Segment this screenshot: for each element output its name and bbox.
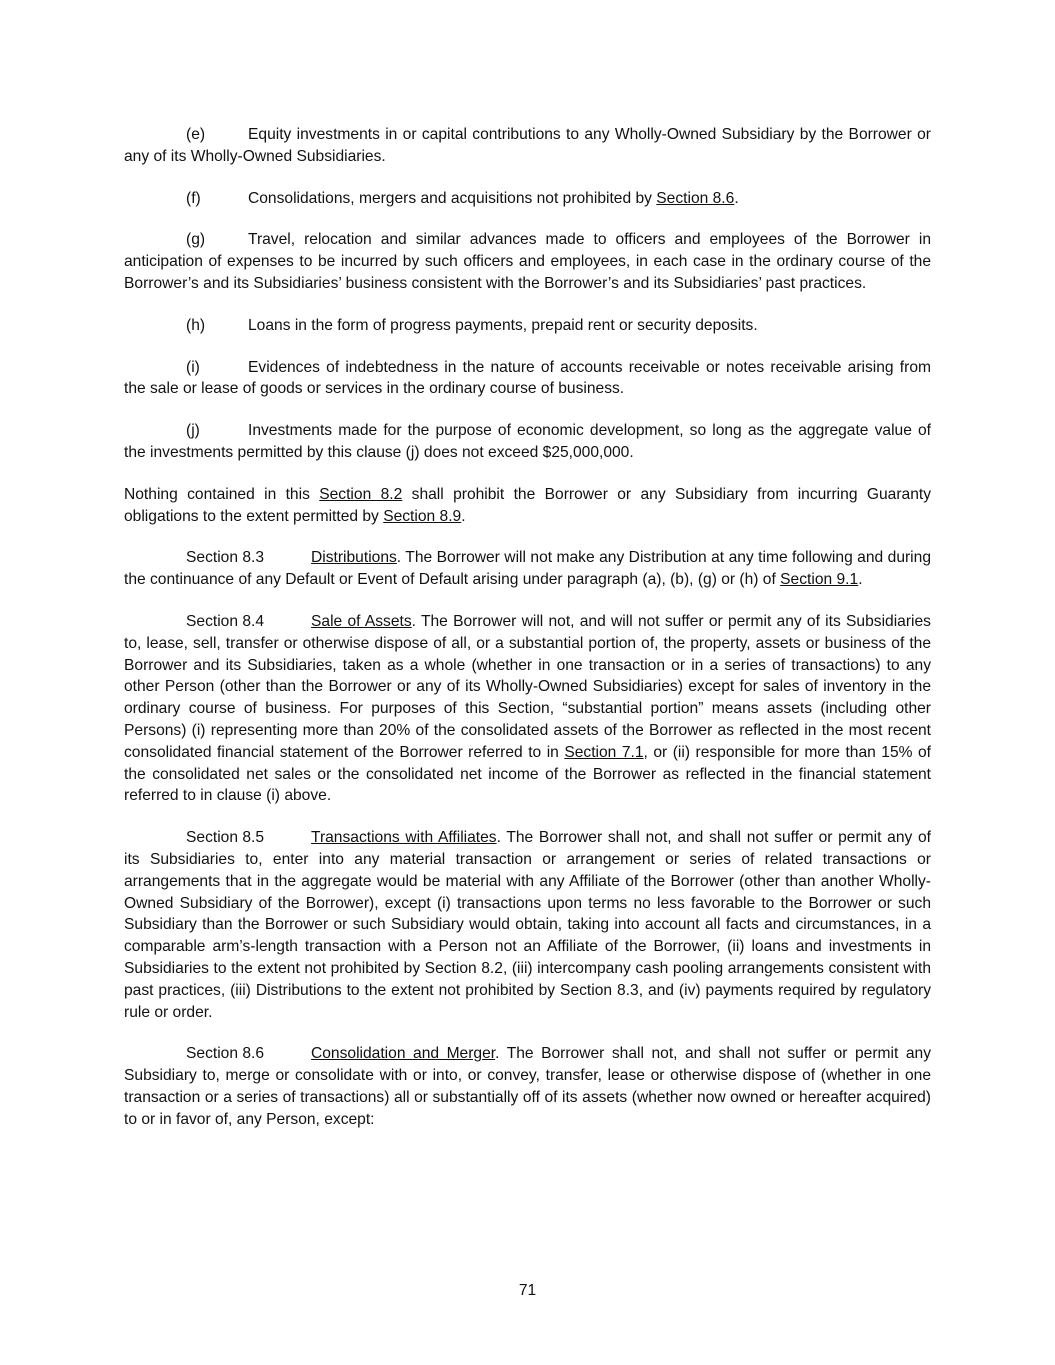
section-number: Section 8.5 — [186, 829, 265, 847]
section-8-6 — [124, 1043, 931, 1130]
clause-text: Equity investments in or capital contributions to any Wholly-Owned Subsidiary by the Borrower or any of its Wholly-Owned Subsidiaries. — [124, 126, 931, 165]
page-number: 71 — [518, 1282, 537, 1299]
clause-text: Consolidations, mergers and acquisitions not prohibited by — [248, 189, 657, 207]
clause-marker: (f) — [186, 189, 201, 207]
clause-f — [124, 188, 931, 210]
section-8-5 — [124, 827, 931, 1023]
clause-h — [124, 315, 931, 337]
section-body: . The Borrower will not make any Distribution at any time following and during the continuance of any Default or Event of Default arising under paragraph (a), (b), (g) or (h) of — [124, 549, 931, 589]
clause-j — [124, 420, 931, 464]
clause-e — [124, 124, 931, 168]
section-7-1-link[interactable]: Section 7.1 — [564, 743, 644, 761]
paragraph-text: shall prohibit the Borrower or any Subsidiary from incurring Guaranty obligations to the extent permitted by — [124, 485, 931, 525]
section-body: . The Borrower will not, and will not suffer or permit any of its Subsidiaries to, lease, sell, transfer or otherwise dispose of all, or a substantial portion of, the property, assets or business of the Borrower and its Subsidiaries, taken as a whole (whether in one transaction or in a series of transactions) to any other Person (other than the Borrower or any of its Wholly-Owned Subsidiaries) except for sales of inventory in the ordinary course of business. For purposes of this Section, “substantial portion” means assets (including other Persons) (i) representing more than 20% of the consolidated assets of the Borrower as reflected in the most recent consolidated financial statement of the Borrower referred to in — [124, 612, 931, 761]
section-8-4 — [124, 611, 931, 807]
clause-text: Travel, relocation and similar advances made to officers and employees of the Borrower in anticipation of expenses to be incurred by such officers and employees, in each case in the ordinary course of the Borrower’s and its Subsidiaries’ business consistent with the Borrower’s and its Subsidiaries’ past practices. — [124, 231, 931, 292]
clause-text: Investments made for the purpose of economic development, so long as the aggregate value of the investments permitted by this clause (j) does not exceed $25,000,000. — [124, 422, 931, 461]
section-body: . The Borrower shall not, and shall not suffer or permit any Subsidiary to, merge or consolidate with or into, or convey, transfer, lease or otherwise dispose of (whether in one transaction or a series of transactions) all or substantially off of its assets (whether now owned or hereafter acquired) to or in favor of, any Person, except: — [124, 1045, 931, 1128]
paragraph-text: Nothing contained in this — [124, 485, 320, 503]
document-page — [124, 124, 931, 1150]
clause-marker: (h) — [186, 316, 206, 334]
section-number: Section 8.4 — [186, 612, 265, 630]
clause-marker: (g) — [186, 231, 206, 249]
section-8-9-link[interactable]: Section 8.9 — [383, 507, 462, 525]
clause-marker: (i) — [186, 358, 200, 376]
section-body-end: . — [858, 571, 863, 589]
paragraph-text-end: . — [461, 507, 466, 525]
clause-marker: (j) — [186, 422, 200, 440]
section-number: Section 8.3 — [186, 549, 265, 567]
section-title: Transactions with Affiliates — [311, 829, 497, 847]
clause-text: Evidences of indebtedness in the nature of accounts receivable or notes receivable arising from the sale or lease of goods or services in the ordinary course of business. — [124, 358, 931, 398]
section-title: Consolidation and Merger — [311, 1045, 496, 1063]
section-9-1-link[interactable]: Section 9.1 — [780, 571, 859, 589]
section-body-continued: , or (ii) responsible for more than 15% of the consolidated net sales or the consolidated net income of the Borrower as reflected in the financial statement referred to in clause (i) above. — [124, 743, 931, 805]
clause-i — [124, 357, 931, 401]
clause-text-end: . — [734, 189, 739, 207]
section-8-2-link[interactable]: Section 8.2 — [319, 485, 403, 503]
clause-g — [124, 229, 931, 294]
clause-marker: (e) — [186, 126, 206, 143]
section-reference-link[interactable]: Section 8.6 — [656, 189, 735, 207]
section-body: . The Borrower shall not, and shall not suffer or permit any of its Subsidiaries to, enter into any material transaction or arrangement or series of related transactions or arrangements that in the aggregate would be material with any Affiliate of the Borrower (other than another Wholly-Owned Subsidiary of the Borrower), except (i) transactions upon terms no less favorable to the Borrower or such Subsidiary than the Borrower or such Subsidiary would obtain, taking into account all facts and circumstances, in a comparable arm’s-length transaction with a Person not an Affiliate of the Borrower, (ii) loans and investments in Subsidiaries to the extent not prohibited by Section 8.2, (iii) intercompany cash pooling arrangements consistent with past practices, (iii) Distributions to the extent not prohibited by Section 8.3, and (iv) payments required by regulatory rule or order. — [124, 829, 931, 1021]
section-number: Section 8.6 — [186, 1045, 265, 1063]
clause-text: Loans in the form of progress payments, prepaid rent or security deposits. — [248, 316, 758, 334]
section-title: Distributions — [311, 549, 397, 567]
section-8-3 — [124, 547, 931, 591]
section-title: Sale of Assets — [311, 612, 412, 630]
nothing-contained-paragraph — [124, 484, 931, 528]
